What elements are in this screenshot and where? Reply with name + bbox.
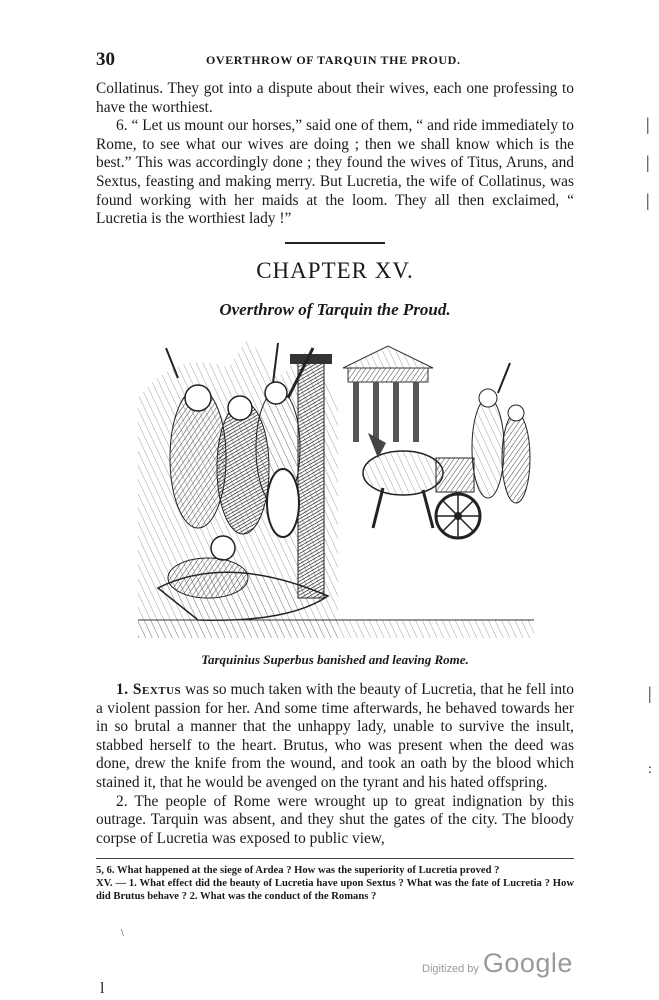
chapter-title: CHAPTER XV. (256, 258, 414, 283)
margin-mark: \ (121, 928, 124, 939)
paragraph: 2. The people of Rome were wrought up to great indignation by this outrage. Tarquin was absent, and they shut the gates of the city. The bloody corpse of Lucretia was exposed to public view, (96, 792, 574, 847)
paragraph: Collatinus. They got into a dispute about their wives, each one professing to have the worthiest. (96, 80, 574, 116)
running-title: OVERTHROW OF TARQUIN THE PROUD. (206, 53, 461, 67)
margin-mark: | (646, 114, 650, 134)
illustration-caption: Tarquinius Superbus banished and leaving Rome. (201, 652, 469, 667)
margin-mark: | (648, 683, 652, 703)
google-logo: Google (482, 948, 573, 978)
continued-text (96, 80, 574, 229)
footnote-rule (96, 858, 574, 859)
lead-in: 1. Sextus (116, 681, 182, 698)
margin-mark: | (646, 190, 650, 210)
footnotes (96, 864, 574, 903)
section-divider (285, 242, 385, 244)
chapter-text (96, 681, 574, 848)
page-number: 30 (96, 49, 115, 70)
paragraph (96, 681, 574, 793)
margin-mark: : (648, 762, 652, 777)
paragraph: 6. “ Let us mount our horses,” said one of them, “ and ride immediately to Rome, to see what our wives are doing ; then we shall know which is the best.” This was accordingly done ; they found the wives of Titus, Aruns, and Sextus, feasting and making merry. But Lucretia, the wife of Collatinus, was found working with her maids at the loom. They all then exclaimed, “ Lucretia is the worthiest lady !” (96, 117, 574, 228)
watermark-prefix: Digitized by (422, 963, 479, 975)
running-head (96, 49, 576, 71)
footnote: 5, 6. What happened at the siege of Ardea ? How was the superiority of Lucretia proved ? (96, 865, 500, 876)
margin-mark: l (100, 980, 105, 997)
paragraph-text: was so much taken with the beauty of Lucretia, that he fell into a violent passion for her. And some time afterwards, he behaved towards her in so brutal a manner that the unhappy lady, unable to survive the insult, stabbed herself to the heart. Brutus, who was present when the deed was done, drew the knife from the wound, and took an oath by the blood which stained it, that he would be avenged on the tyrant and his hated offspring. (96, 681, 574, 791)
digitized-watermark (422, 948, 573, 979)
footnote: XV. — 1. What effect did the beauty of Lucretia have upon Sextus ? What was the fate of Lucretia ? How did Brutus behave ? 2. What was the conduct of the Romans ? (96, 878, 574, 902)
chapter-subtitle: Overthrow of Tarquin the Proud. (219, 300, 451, 319)
margin-mark: | (646, 152, 650, 172)
engraving-illustration (138, 338, 534, 638)
